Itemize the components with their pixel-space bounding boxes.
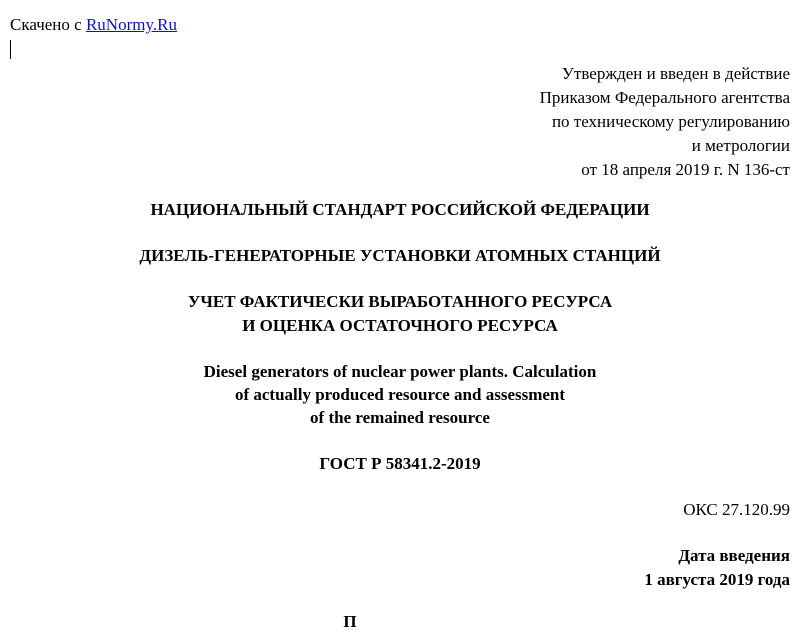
gost-number: ГОСТ Р 58341.2-2019 <box>319 454 481 473</box>
approval-line: от 18 апреля 2019 г. N 136-ст <box>581 160 790 179</box>
introduction-date-value: 1 августа 2019 года <box>644 570 790 589</box>
topic-heading <box>0 290 800 338</box>
introduction-date-label: Дата введения <box>678 546 790 565</box>
english-title-line: of actually produced resource and assessment <box>234 385 566 404</box>
source-line <box>10 14 177 36</box>
text-cursor <box>10 40 11 59</box>
approval-line: и метрологии <box>691 136 790 155</box>
introduction-date <box>644 544 790 592</box>
subject-heading: ДИЗЕЛЬ-ГЕНЕРАТОРНЫЕ УСТАНОВКИ АТОМНЫХ СТАНЦИЙ <box>139 246 661 265</box>
oks-code: ОКС 27.120.99 <box>683 500 790 519</box>
english-title <box>0 360 800 429</box>
approval-block <box>540 62 790 182</box>
approval-line: по техническому регулированию <box>551 112 790 131</box>
topic-line: И ОЦЕНКА ОСТАТОЧНОГО РЕСУРСА <box>242 316 558 335</box>
approval-line: Приказом Федерального агентства <box>539 88 790 107</box>
national-standard-heading: НАЦИОНАЛЬНЫЙ СТАНДАРТ РОССИЙСКОЙ ФЕДЕРАЦИИ <box>150 200 650 219</box>
source-link[interactable]: RuNormy.Ru <box>85 15 177 34</box>
partial-heading: П <box>343 612 357 631</box>
english-title-line: of the remained resource <box>310 408 490 427</box>
approval-line: Утвержден и введен в действие <box>561 64 790 83</box>
source-prefix: Скачено с <box>10 15 86 34</box>
topic-line: УЧЕТ ФАКТИЧЕСКИ ВЫРАБОТАННОГО РЕСУРСА <box>187 292 613 311</box>
english-title-line: Diesel generators of nuclear power plants. Calculation <box>203 362 597 381</box>
